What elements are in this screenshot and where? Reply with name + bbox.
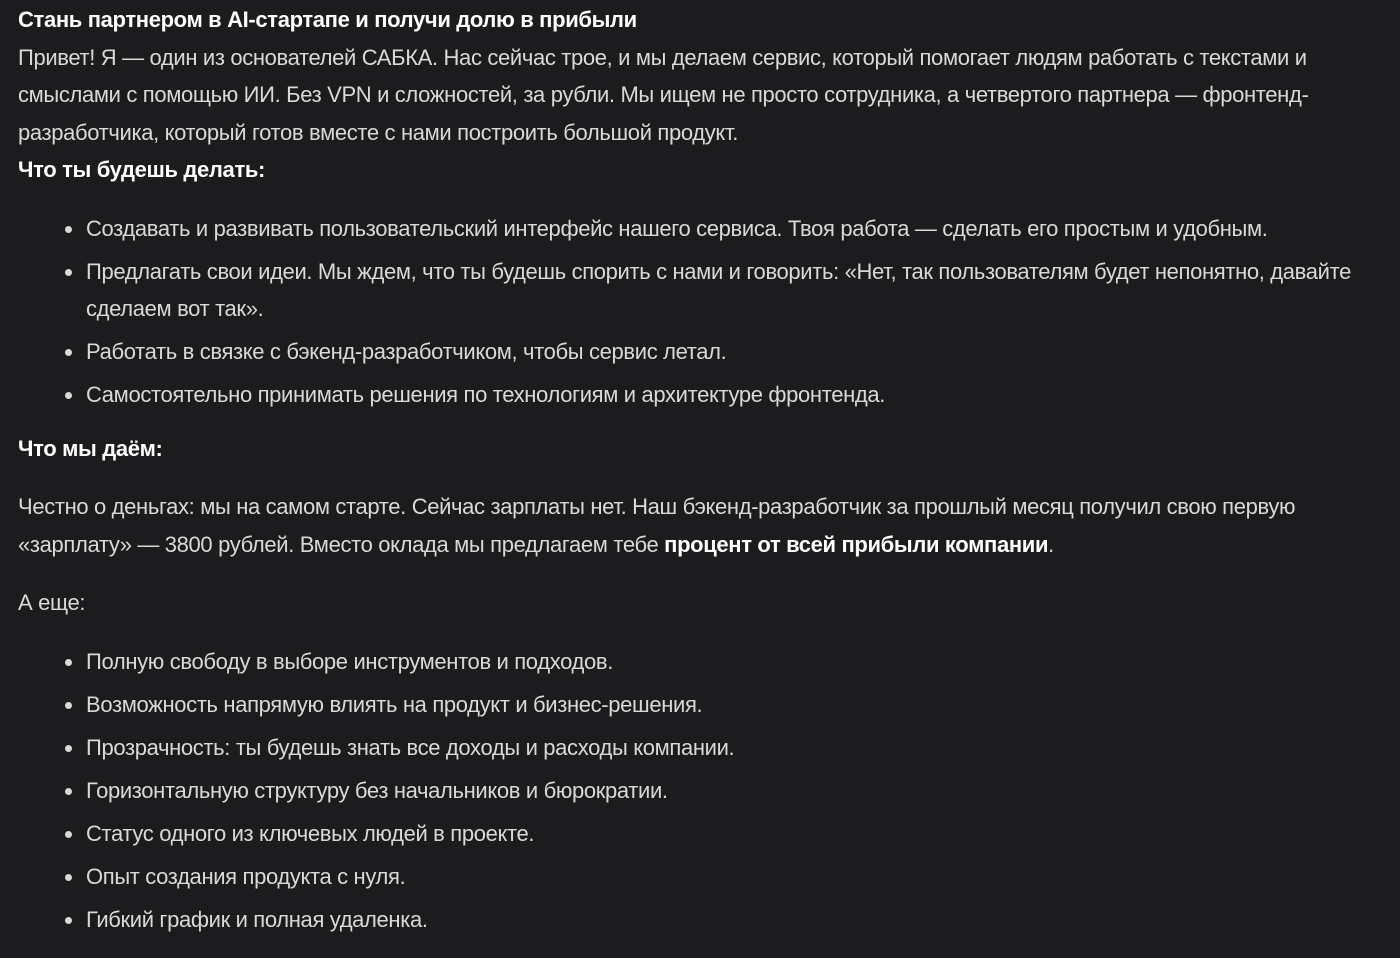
intro-paragraph: Привет! Я — один из основателей САБКА. Нас сейчас трое, и мы делаем сервис, который помогает людям работать с текстами и смыслами с помощью ИИ. Без VPN и сложностей, за рубли. Мы ищем не просто сотрудника, а четвертого партнера — фронтенд-разработчика, который готов вместе с нами построить большой продукт. [18, 44, 1309, 145]
benefits-list [18, 643, 1383, 939]
list-item: Работать в связке с бэкенд-разработчиком, чтобы сервис летал. [86, 333, 1383, 371]
bullet-icon [65, 874, 72, 881]
page-title: Стань партнером в AI-стартапе и получи долю в прибыли [18, 7, 637, 32]
bullet-icon [65, 788, 72, 795]
offer-heading: Что мы даём: [18, 435, 163, 461]
duties-heading: Что ты будешь делать: [18, 157, 266, 182]
bullet-icon [65, 659, 72, 666]
list-item: Прозрачность: ты будешь знать все доходы и расходы компании. [86, 729, 1383, 767]
money-paragraph: Честно о деньгах: мы на самом старте. Сейчас зарплаты нет. Наш бэкенд-разработчик за прошлый месяц получил свою первую «зарплату» — 3800 рублей. Вместо оклада мы предлагаем тебе процент от всей прибыли компании. [18, 494, 1296, 557]
bullet-icon [65, 831, 72, 838]
vacancy-document [18, 1, 1383, 944]
list-item: Предлагать свои идеи. Мы ждем, что ты будешь спорить с нами и говорить: «Нет, так пользователям будет непонятно, давайте сделаем вот так». [86, 253, 1383, 328]
bullet-icon [65, 392, 72, 399]
list-item: Возможность напрямую влиять на продукт и бизнес-решения. [86, 686, 1383, 724]
list-item: Полную свободу в выборе инструментов и подходов. [86, 643, 1383, 681]
list-item: Горизонтальную структуру без начальников и бюрократии. [86, 772, 1383, 810]
bullet-icon [65, 349, 72, 356]
list-item: Самостоятельно принимать решения по технологиям и архитектуре фронтенда. [86, 376, 1383, 414]
list-item: Опыт создания продукта с нуля. [86, 858, 1383, 896]
bullet-icon [65, 745, 72, 752]
list-item: Гибкий график и полная удаленка. [86, 901, 1383, 939]
bullet-icon [65, 269, 72, 276]
also-label: А еще: [18, 590, 86, 615]
list-item: Создавать и развивать пользовательский интерфейс нашего сервиса. Твоя работа — сделать его простым и удобным. [86, 210, 1383, 248]
duties-list [18, 210, 1383, 414]
profit-share-highlight: процент от всей прибыли компании [664, 531, 1049, 557]
bullet-icon [65, 702, 72, 709]
bullet-icon [65, 226, 72, 233]
bullet-icon [65, 917, 72, 924]
list-item: Статус одного из ключевых людей в проекте. [86, 815, 1383, 853]
